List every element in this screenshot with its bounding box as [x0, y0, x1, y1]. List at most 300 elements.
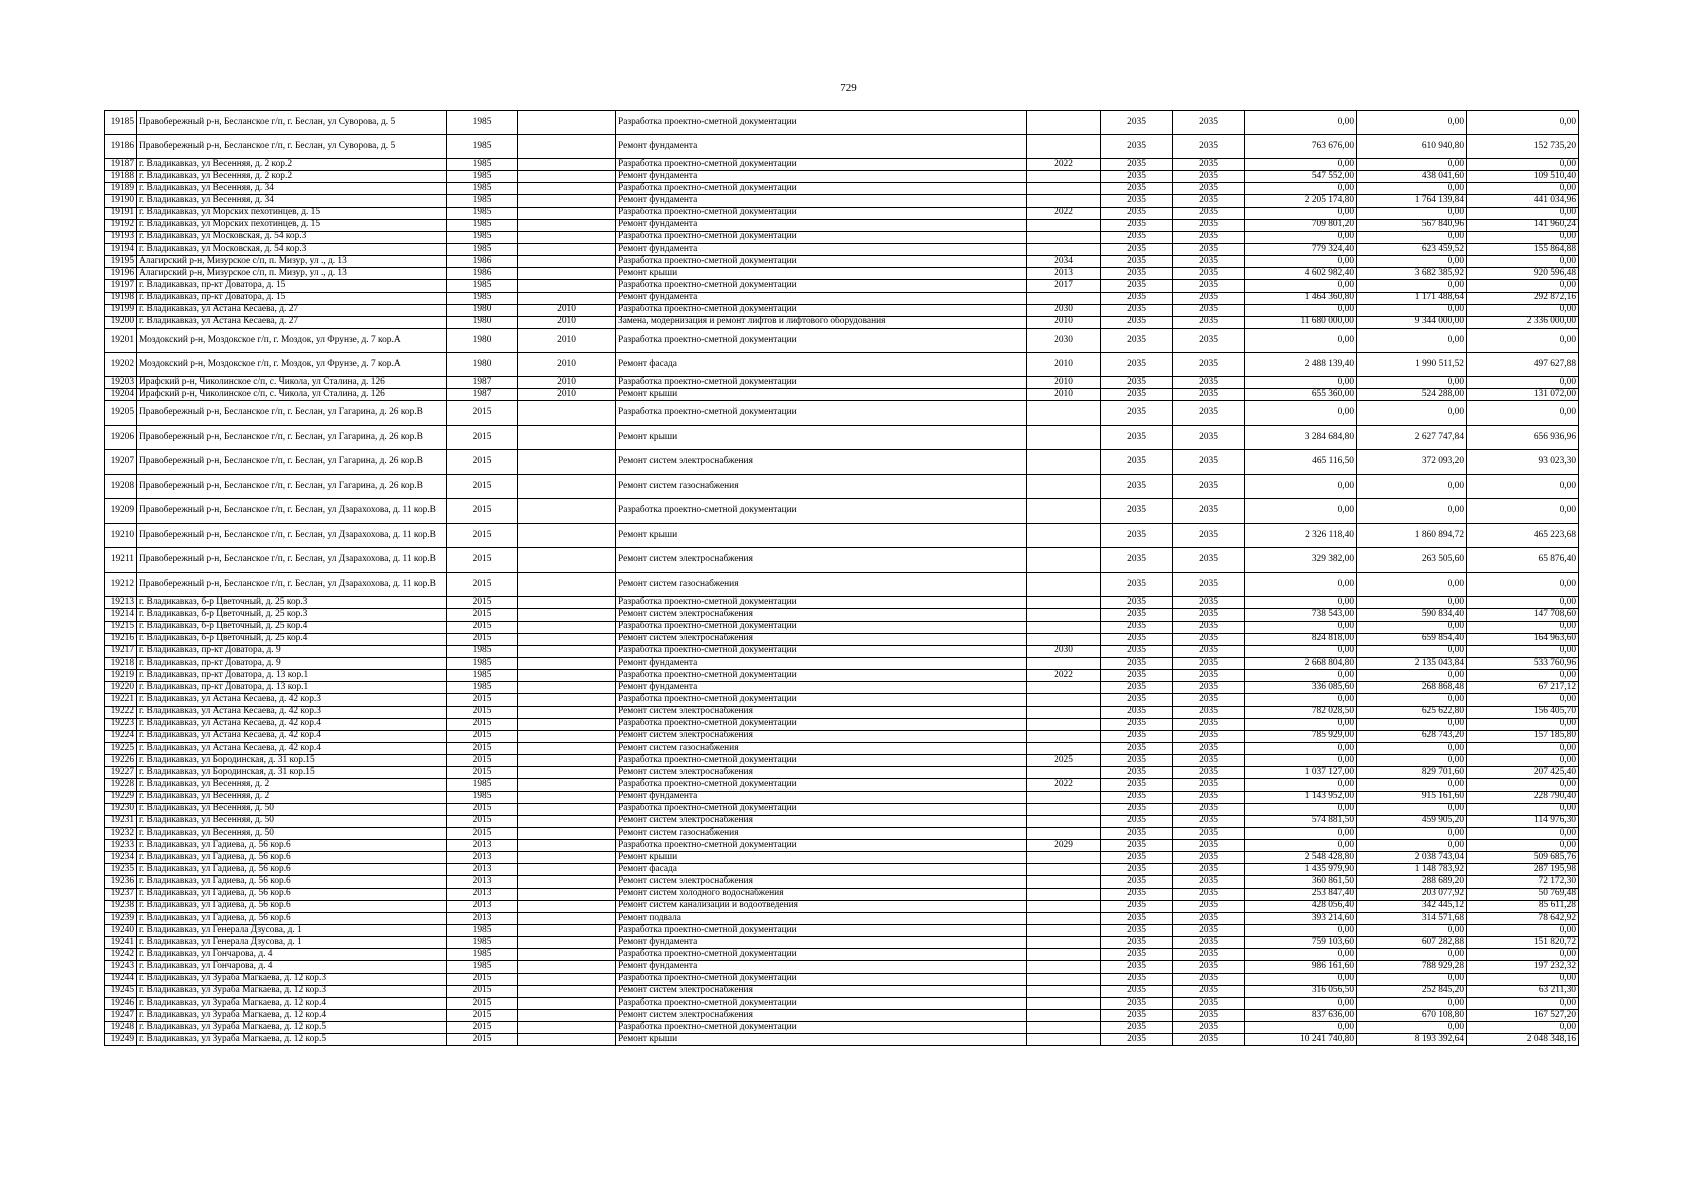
- last-repair-year-cell: [518, 730, 616, 742]
- total-cost-cell: 2 205 174,80: [1245, 195, 1357, 207]
- row-number-cell: 19242: [105, 949, 137, 961]
- last-repair-year-cell: [518, 572, 616, 597]
- table-row: [105, 523, 1579, 548]
- planned-year-cell: [1027, 1010, 1101, 1022]
- end-year-cell: 2035: [1173, 961, 1245, 973]
- fund-cost-cell: 203 077,92: [1357, 888, 1467, 900]
- build-year-cell: 2015: [447, 827, 518, 839]
- planned-year-cell: [1027, 852, 1101, 864]
- fund-cost-cell: 372 093,20: [1357, 450, 1467, 475]
- end-year-cell: 2035: [1173, 292, 1245, 304]
- build-year-cell: 2015: [447, 815, 518, 827]
- end-year-cell: 2035: [1173, 171, 1245, 183]
- row-number-cell: 19215: [105, 621, 137, 633]
- planned-year-cell: [1027, 864, 1101, 876]
- table-row: [105, 864, 1579, 876]
- row-number-cell: 19207: [105, 450, 137, 475]
- start-year-cell: 2035: [1101, 111, 1173, 135]
- address-cell: г. Владикавказ, ул Астана Кесаева, д. 42 кор.4: [137, 730, 447, 742]
- row-number-cell: 19232: [105, 827, 137, 839]
- table-row: [105, 900, 1579, 912]
- planned-year-cell: [1027, 450, 1101, 475]
- owner-cost-cell: 0,00: [1467, 694, 1579, 706]
- total-cost-cell: 837 636,00: [1245, 1010, 1357, 1022]
- work-type-cell: Ремонт крыши: [616, 523, 1027, 548]
- end-year-cell: 2035: [1173, 195, 1245, 207]
- last-repair-year-cell: [518, 852, 616, 864]
- total-cost-cell: 0,00: [1245, 572, 1357, 597]
- build-year-cell: 1985: [447, 159, 518, 171]
- planned-year-cell: [1027, 633, 1101, 645]
- planned-year-cell: [1027, 219, 1101, 231]
- row-number-cell: 19230: [105, 803, 137, 815]
- work-type-cell: Разработка проектно-сметной документации: [616, 645, 1027, 657]
- build-year-cell: 2015: [447, 973, 518, 985]
- row-number-cell: 19199: [105, 304, 137, 316]
- table-row: [105, 207, 1579, 219]
- planned-year-cell: 2010: [1027, 352, 1101, 376]
- row-number-cell: 19224: [105, 730, 137, 742]
- work-type-cell: Разработка проектно-сметной документации: [616, 159, 1027, 171]
- work-type-cell: Разработка проектно-сметной документации: [616, 499, 1027, 524]
- address-cell: Правобережный р-н, Бесланское г/п, г. Беслан, ул Дзарахохова, д. 11 кор.В: [137, 499, 447, 524]
- end-year-cell: 2035: [1173, 670, 1245, 682]
- start-year-cell: 2035: [1101, 523, 1173, 548]
- work-type-cell: Разработка проектно-сметной документации: [616, 111, 1027, 135]
- planned-year-cell: [1027, 925, 1101, 937]
- start-year-cell: 2035: [1101, 755, 1173, 767]
- last-repair-year-cell: [518, 694, 616, 706]
- owner-cost-cell: 157 185,80: [1467, 730, 1579, 742]
- fund-cost-cell: 610 940,80: [1357, 135, 1467, 159]
- row-number-cell: 19237: [105, 888, 137, 900]
- row-number-cell: 19210: [105, 523, 137, 548]
- fund-cost-cell: 0,00: [1357, 718, 1467, 730]
- end-year-cell: 2035: [1173, 159, 1245, 171]
- total-cost-cell: 782 028,50: [1245, 706, 1357, 718]
- work-type-cell: Ремонт фасада: [616, 352, 1027, 376]
- start-year-cell: 2035: [1101, 657, 1173, 669]
- build-year-cell: 1985: [447, 219, 518, 231]
- last-repair-year-cell: [518, 718, 616, 730]
- address-cell: г. Владикавказ, ул Зураба Магкаева, д. 12 кор.5: [137, 1022, 447, 1034]
- work-type-cell: Ремонт крыши: [616, 268, 1027, 280]
- fund-cost-cell: 0,00: [1357, 499, 1467, 524]
- row-number-cell: 19245: [105, 985, 137, 997]
- owner-cost-cell: 2 048 348,16: [1467, 1034, 1579, 1046]
- owner-cost-cell: 93 023,30: [1467, 450, 1579, 475]
- table-row: [105, 791, 1579, 803]
- fund-cost-cell: 0,00: [1357, 827, 1467, 839]
- planned-year-cell: [1027, 912, 1101, 924]
- work-type-cell: Разработка проектно-сметной документации: [616, 183, 1027, 195]
- build-year-cell: 1985: [447, 645, 518, 657]
- end-year-cell: 2035: [1173, 706, 1245, 718]
- total-cost-cell: 2 548 428,80: [1245, 852, 1357, 864]
- start-year-cell: 2035: [1101, 1022, 1173, 1034]
- row-number-cell: 19240: [105, 925, 137, 937]
- total-cost-cell: 0,00: [1245, 207, 1357, 219]
- table-row: [105, 815, 1579, 827]
- start-year-cell: 2035: [1101, 742, 1173, 754]
- address-cell: г. Владикавказ, ул Московская, д. 54 кор.3: [137, 231, 447, 243]
- table-row: [105, 742, 1579, 754]
- start-year-cell: 2035: [1101, 548, 1173, 573]
- owner-cost-cell: 151 820,72: [1467, 937, 1579, 949]
- owner-cost-cell: 287 195,98: [1467, 864, 1579, 876]
- build-year-cell: 1985: [447, 937, 518, 949]
- last-repair-year-cell: 2010: [518, 328, 616, 352]
- address-cell: г. Владикавказ, ул Весенняя, д. 50: [137, 815, 447, 827]
- total-cost-cell: 1 037 127,00: [1245, 767, 1357, 779]
- owner-cost-cell: 0,00: [1467, 159, 1579, 171]
- total-cost-cell: 393 214,60: [1245, 912, 1357, 924]
- start-year-cell: 2035: [1101, 888, 1173, 900]
- table-row: [105, 888, 1579, 900]
- total-cost-cell: 574 881,50: [1245, 815, 1357, 827]
- build-year-cell: 2015: [447, 450, 518, 475]
- total-cost-cell: 0,00: [1245, 474, 1357, 499]
- table-row: [105, 767, 1579, 779]
- address-cell: Правобережный р-н, Бесланское г/п, г. Беслан, ул Гагарина, д. 26 кор.В: [137, 401, 447, 426]
- build-year-cell: 1985: [447, 243, 518, 255]
- row-number-cell: 19212: [105, 572, 137, 597]
- planned-year-cell: 2013: [1027, 268, 1101, 280]
- row-number-cell: 19248: [105, 1022, 137, 1034]
- work-type-cell: Ремонт фундамента: [616, 219, 1027, 231]
- start-year-cell: 2035: [1101, 997, 1173, 1009]
- owner-cost-cell: 0,00: [1467, 827, 1579, 839]
- total-cost-cell: 2 668 804,80: [1245, 657, 1357, 669]
- build-year-cell: 2015: [447, 499, 518, 524]
- start-year-cell: 2035: [1101, 937, 1173, 949]
- address-cell: г. Владикавказ, ул Гадиева, д. 56 кор.6: [137, 912, 447, 924]
- end-year-cell: 2035: [1173, 840, 1245, 852]
- total-cost-cell: 547 552,00: [1245, 171, 1357, 183]
- total-cost-cell: 0,00: [1245, 779, 1357, 791]
- table-row: [105, 633, 1579, 645]
- address-cell: г. Владикавказ, ул Весенняя, д. 2 кор.2: [137, 171, 447, 183]
- total-cost-cell: 465 116,50: [1245, 450, 1357, 475]
- work-type-cell: Ремонт фундамента: [616, 171, 1027, 183]
- table-row: [105, 706, 1579, 718]
- row-number-cell: 19246: [105, 997, 137, 1009]
- address-cell: г. Владикавказ, ул Гончарова, д. 4: [137, 961, 447, 973]
- start-year-cell: 2035: [1101, 852, 1173, 864]
- table-row: [105, 912, 1579, 924]
- start-year-cell: 2035: [1101, 1010, 1173, 1022]
- planned-year-cell: [1027, 973, 1101, 985]
- total-cost-cell: 0,00: [1245, 742, 1357, 754]
- end-year-cell: 2035: [1173, 280, 1245, 292]
- work-type-cell: Разработка проектно-сметной документации: [616, 304, 1027, 316]
- table-row: [105, 1034, 1579, 1046]
- total-cost-cell: 0,00: [1245, 925, 1357, 937]
- total-cost-cell: 360 861,50: [1245, 876, 1357, 888]
- fund-cost-cell: 0,00: [1357, 645, 1467, 657]
- total-cost-cell: 3 284 684,80: [1245, 425, 1357, 450]
- last-repair-year-cell: [518, 219, 616, 231]
- total-cost-cell: 11 680 000,00: [1245, 316, 1357, 328]
- address-cell: г. Владикавказ, б-р Цветочный, д. 25 кор.4: [137, 621, 447, 633]
- address-cell: г. Владикавказ, ул Зураба Магкаева, д. 12 кор.3: [137, 973, 447, 985]
- last-repair-year-cell: [518, 742, 616, 754]
- address-cell: г. Владикавказ, ул Гадиева, д. 56 кор.6: [137, 876, 447, 888]
- end-year-cell: 2035: [1173, 937, 1245, 949]
- start-year-cell: 2035: [1101, 912, 1173, 924]
- table-row: [105, 1010, 1579, 1022]
- start-year-cell: 2035: [1101, 256, 1173, 268]
- build-year-cell: 1985: [447, 657, 518, 669]
- planned-year-cell: [1027, 730, 1101, 742]
- total-cost-cell: 428 056,40: [1245, 900, 1357, 912]
- total-cost-cell: 0,00: [1245, 1022, 1357, 1034]
- work-type-cell: Разработка проектно-сметной документации: [616, 949, 1027, 961]
- end-year-cell: 2035: [1173, 609, 1245, 621]
- end-year-cell: 2035: [1173, 243, 1245, 255]
- start-year-cell: 2035: [1101, 767, 1173, 779]
- row-number-cell: 19226: [105, 755, 137, 767]
- work-type-cell: Ремонт крыши: [616, 425, 1027, 450]
- total-cost-cell: 1 464 360,80: [1245, 292, 1357, 304]
- row-number-cell: 19185: [105, 111, 137, 135]
- total-cost-cell: 0,00: [1245, 401, 1357, 426]
- table-row: [105, 682, 1579, 694]
- table-row: [105, 718, 1579, 730]
- work-type-cell: Разработка проектно-сметной документации: [616, 840, 1027, 852]
- planned-year-cell: 2010: [1027, 316, 1101, 328]
- planned-year-cell: [1027, 111, 1101, 135]
- last-repair-year-cell: [518, 135, 616, 159]
- table-row: [105, 135, 1579, 159]
- repair-register-table: [104, 110, 1579, 1046]
- owner-cost-cell: 465 223,68: [1467, 523, 1579, 548]
- row-number-cell: 19198: [105, 292, 137, 304]
- last-repair-year-cell: [518, 876, 616, 888]
- table-row: [105, 985, 1579, 997]
- end-year-cell: 2035: [1173, 597, 1245, 609]
- planned-year-cell: 2022: [1027, 159, 1101, 171]
- end-year-cell: 2035: [1173, 852, 1245, 864]
- owner-cost-cell: 0,00: [1467, 572, 1579, 597]
- fund-cost-cell: 0,00: [1357, 111, 1467, 135]
- planned-year-cell: [1027, 718, 1101, 730]
- planned-year-cell: [1027, 1022, 1101, 1034]
- planned-year-cell: [1027, 195, 1101, 207]
- owner-cost-cell: 0,00: [1467, 621, 1579, 633]
- planned-year-cell: 2030: [1027, 328, 1101, 352]
- last-repair-year-cell: [518, 767, 616, 779]
- end-year-cell: 2035: [1173, 183, 1245, 195]
- last-repair-year-cell: [518, 912, 616, 924]
- start-year-cell: 2035: [1101, 706, 1173, 718]
- address-cell: Алагирский р-н, Мизурское с/п, п. Мизур, ул ., д. 13: [137, 268, 447, 280]
- last-repair-year-cell: [518, 1010, 616, 1022]
- end-year-cell: 2035: [1173, 474, 1245, 499]
- fund-cost-cell: 0,00: [1357, 207, 1467, 219]
- row-number-cell: 19219: [105, 670, 137, 682]
- table-row: [105, 949, 1579, 961]
- end-year-cell: 2035: [1173, 767, 1245, 779]
- last-repair-year-cell: 2010: [518, 376, 616, 388]
- last-repair-year-cell: 2010: [518, 389, 616, 401]
- table-row: [105, 183, 1579, 195]
- row-number-cell: 19225: [105, 742, 137, 754]
- end-year-cell: 2035: [1173, 376, 1245, 388]
- address-cell: г. Владикавказ, ул Весенняя, д. 50: [137, 827, 447, 839]
- work-type-cell: Разработка проектно-сметной документации: [616, 231, 1027, 243]
- address-cell: г. Владикавказ, ул Весенняя, д. 34: [137, 195, 447, 207]
- fund-cost-cell: 438 041,60: [1357, 171, 1467, 183]
- row-number-cell: 19205: [105, 401, 137, 426]
- start-year-cell: 2035: [1101, 985, 1173, 997]
- table-row: [105, 997, 1579, 1009]
- build-year-cell: 2015: [447, 730, 518, 742]
- planned-year-cell: [1027, 742, 1101, 754]
- work-type-cell: Разработка проектно-сметной документации: [616, 997, 1027, 1009]
- start-year-cell: 2035: [1101, 352, 1173, 376]
- planned-year-cell: [1027, 888, 1101, 900]
- address-cell: г. Владикавказ, ул Гадиева, д. 56 кор.6: [137, 900, 447, 912]
- owner-cost-cell: 0,00: [1467, 328, 1579, 352]
- last-repair-year-cell: [518, 645, 616, 657]
- fund-cost-cell: 0,00: [1357, 755, 1467, 767]
- build-year-cell: 1985: [447, 949, 518, 961]
- end-year-cell: 2035: [1173, 1010, 1245, 1022]
- table-row: [105, 876, 1579, 888]
- fund-cost-cell: 590 834,40: [1357, 609, 1467, 621]
- build-year-cell: 2013: [447, 912, 518, 924]
- total-cost-cell: 0,00: [1245, 621, 1357, 633]
- work-type-cell: Разработка проектно-сметной документации: [616, 376, 1027, 388]
- owner-cost-cell: 0,00: [1467, 718, 1579, 730]
- last-repair-year-cell: [518, 633, 616, 645]
- planned-year-cell: 2022: [1027, 779, 1101, 791]
- fund-cost-cell: 0,00: [1357, 840, 1467, 852]
- last-repair-year-cell: [518, 183, 616, 195]
- owner-cost-cell: 155 864,88: [1467, 243, 1579, 255]
- total-cost-cell: 10 241 740,80: [1245, 1034, 1357, 1046]
- last-repair-year-cell: [518, 292, 616, 304]
- work-type-cell: Разработка проектно-сметной документации: [616, 755, 1027, 767]
- planned-year-cell: [1027, 1034, 1101, 1046]
- row-number-cell: 19218: [105, 657, 137, 669]
- address-cell: Правобережный р-н, Бесланское г/п, г. Беслан, ул Суворова, д. 5: [137, 111, 447, 135]
- owner-cost-cell: 156 405,70: [1467, 706, 1579, 718]
- build-year-cell: 1985: [447, 207, 518, 219]
- table-row: [105, 645, 1579, 657]
- address-cell: г. Владикавказ, ул Весенняя, д. 34: [137, 183, 447, 195]
- end-year-cell: 2035: [1173, 912, 1245, 924]
- total-cost-cell: 0,00: [1245, 183, 1357, 195]
- owner-cost-cell: 131 072,00: [1467, 389, 1579, 401]
- row-number-cell: 19235: [105, 864, 137, 876]
- planned-year-cell: [1027, 292, 1101, 304]
- end-year-cell: 2035: [1173, 973, 1245, 985]
- work-type-cell: Ремонт фундамента: [616, 657, 1027, 669]
- table-row: [105, 779, 1579, 791]
- end-year-cell: 2035: [1173, 779, 1245, 791]
- start-year-cell: 2035: [1101, 572, 1173, 597]
- start-year-cell: 2035: [1101, 328, 1173, 352]
- owner-cost-cell: 207 425,40: [1467, 767, 1579, 779]
- fund-cost-cell: 1 764 139,84: [1357, 195, 1467, 207]
- build-year-cell: 1985: [447, 183, 518, 195]
- total-cost-cell: 759 103,60: [1245, 937, 1357, 949]
- start-year-cell: 2035: [1101, 779, 1173, 791]
- start-year-cell: 2035: [1101, 694, 1173, 706]
- fund-cost-cell: 0,00: [1357, 401, 1467, 426]
- build-year-cell: 2015: [447, 401, 518, 426]
- row-number-cell: 19221: [105, 694, 137, 706]
- address-cell: г. Владикавказ, ул Астана Кесаева, д. 27: [137, 304, 447, 316]
- owner-cost-cell: 63 211,30: [1467, 985, 1579, 997]
- owner-cost-cell: 2 336 000,00: [1467, 316, 1579, 328]
- build-year-cell: 2015: [447, 572, 518, 597]
- owner-cost-cell: 67 217,12: [1467, 682, 1579, 694]
- row-number-cell: 19189: [105, 183, 137, 195]
- owner-cost-cell: 0,00: [1467, 645, 1579, 657]
- row-number-cell: 19191: [105, 207, 137, 219]
- work-type-cell: Ремонт фундамента: [616, 791, 1027, 803]
- fund-cost-cell: 8 193 392,64: [1357, 1034, 1467, 1046]
- address-cell: Моздокский р-н, Моздокское г/п, г. Моздок, ул Фрунзе, д. 7 кор.А: [137, 328, 447, 352]
- planned-year-cell: [1027, 949, 1101, 961]
- work-type-cell: Разработка проектно-сметной документации: [616, 670, 1027, 682]
- address-cell: г. Владикавказ, ул Весенняя, д. 2: [137, 779, 447, 791]
- build-year-cell: 1987: [447, 376, 518, 388]
- work-type-cell: Ремонт систем электроснабжения: [616, 815, 1027, 827]
- end-year-cell: 2035: [1173, 425, 1245, 450]
- address-cell: г. Владикавказ, пр-кт Доватора, д. 15: [137, 280, 447, 292]
- last-repair-year-cell: [518, 815, 616, 827]
- row-number-cell: 19233: [105, 840, 137, 852]
- end-year-cell: 2035: [1173, 742, 1245, 754]
- build-year-cell: 1985: [447, 111, 518, 135]
- build-year-cell: 1985: [447, 961, 518, 973]
- end-year-cell: 2035: [1173, 523, 1245, 548]
- owner-cost-cell: 292 872,16: [1467, 292, 1579, 304]
- owner-cost-cell: 0,00: [1467, 376, 1579, 388]
- work-type-cell: Ремонт крыши: [616, 852, 1027, 864]
- build-year-cell: 2015: [447, 548, 518, 573]
- fund-cost-cell: 342 445,12: [1357, 900, 1467, 912]
- planned-year-cell: [1027, 523, 1101, 548]
- total-cost-cell: 0,00: [1245, 256, 1357, 268]
- end-year-cell: 2035: [1173, 111, 1245, 135]
- last-repair-year-cell: [518, 888, 616, 900]
- total-cost-cell: 0,00: [1245, 949, 1357, 961]
- build-year-cell: 2015: [447, 474, 518, 499]
- start-year-cell: 2035: [1101, 183, 1173, 195]
- fund-cost-cell: 9 344 000,00: [1357, 316, 1467, 328]
- end-year-cell: 2035: [1173, 352, 1245, 376]
- owner-cost-cell: 50 769,48: [1467, 888, 1579, 900]
- owner-cost-cell: 164 963,60: [1467, 633, 1579, 645]
- last-repair-year-cell: [518, 925, 616, 937]
- build-year-cell: 2013: [447, 864, 518, 876]
- work-type-cell: Разработка проектно-сметной документации: [616, 207, 1027, 219]
- planned-year-cell: [1027, 997, 1101, 1009]
- total-cost-cell: 824 818,00: [1245, 633, 1357, 645]
- last-repair-year-cell: [518, 548, 616, 573]
- fund-cost-cell: 567 840,96: [1357, 219, 1467, 231]
- planned-year-cell: [1027, 767, 1101, 779]
- total-cost-cell: 709 801,20: [1245, 219, 1357, 231]
- address-cell: Алагирский р-н, Мизурское с/п, п. Мизур, ул ., д. 13: [137, 256, 447, 268]
- last-repair-year-cell: [518, 268, 616, 280]
- row-number-cell: 19217: [105, 645, 137, 657]
